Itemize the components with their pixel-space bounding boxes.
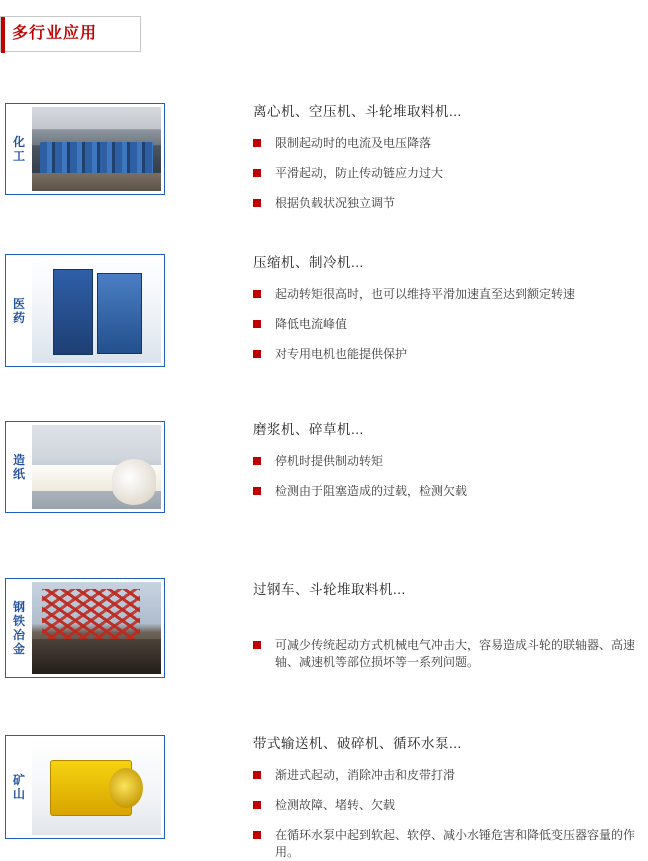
section-content-2 bbox=[253, 421, 643, 500]
square-bullet-icon bbox=[253, 487, 261, 495]
list-item bbox=[253, 165, 643, 182]
industry-thumb-1 bbox=[5, 254, 165, 367]
list-item bbox=[253, 453, 643, 470]
square-bullet-icon bbox=[253, 801, 261, 809]
section-content-4 bbox=[253, 735, 643, 861]
list-item bbox=[253, 767, 643, 784]
section-bullets bbox=[253, 453, 643, 500]
list-item bbox=[253, 827, 643, 861]
square-bullet-icon bbox=[253, 641, 261, 649]
industry-label-char: 医 bbox=[12, 296, 25, 311]
section-bullets bbox=[253, 286, 643, 363]
industry-label-2 bbox=[6, 422, 32, 512]
list-item bbox=[253, 637, 643, 671]
list-item-text: 检测故障、堵转、欠载 bbox=[275, 798, 396, 812]
header-accent-bar bbox=[1, 17, 5, 53]
industry-label-char: 造 bbox=[12, 453, 25, 467]
list-item-text: 检测由于阻塞造成的过载，检测欠载 bbox=[275, 484, 468, 498]
industry-label-3 bbox=[6, 579, 32, 677]
industry-thumb-2 bbox=[5, 421, 165, 513]
section-bullets bbox=[253, 767, 643, 861]
square-bullet-icon bbox=[253, 290, 261, 298]
industry-label-char: 钢 bbox=[12, 600, 25, 614]
list-item bbox=[253, 483, 643, 500]
industry-label-char: 纸 bbox=[12, 467, 25, 481]
screw-compressor-photo bbox=[32, 258, 161, 363]
section-title: 压缩机、制冷机... bbox=[253, 255, 364, 270]
industry-label-char: 山 bbox=[12, 787, 25, 801]
industry-label-char: 化 bbox=[12, 135, 25, 149]
industry-label-1 bbox=[6, 255, 32, 366]
section-content-0 bbox=[253, 103, 643, 212]
industry-label-0 bbox=[6, 104, 32, 194]
page-header bbox=[0, 16, 648, 56]
industry-label-char: 矿 bbox=[12, 773, 25, 787]
jaw-crusher-photo bbox=[32, 739, 161, 835]
list-item bbox=[253, 195, 643, 212]
list-item-text: 起动转矩很高时，也可以维持平滑加速直至达到额定转速 bbox=[275, 287, 576, 301]
section-title: 过钢车、斗轮堆取料机... bbox=[253, 582, 406, 597]
section-content-3 bbox=[253, 578, 643, 671]
paper-mill-photo bbox=[32, 425, 161, 509]
industry-thumb-0 bbox=[5, 103, 165, 195]
section-title: 离心机、空压机、斗轮堆取料机... bbox=[253, 104, 462, 119]
list-item-text: 在循环水泵中起到软起、软停、减小水锤危害和降低变压器容量的作用。 bbox=[275, 828, 636, 859]
page-title: 多行业应用 bbox=[12, 25, 98, 42]
square-bullet-icon bbox=[253, 350, 261, 358]
industry-label-char: 冶 bbox=[12, 628, 25, 642]
list-item-text: 停机时提供制动转矩 bbox=[275, 454, 384, 468]
square-bullet-icon bbox=[253, 139, 261, 147]
list-item bbox=[253, 286, 643, 303]
list-item bbox=[253, 316, 643, 333]
square-bullet-icon bbox=[253, 457, 261, 465]
section-content-1 bbox=[253, 254, 643, 363]
square-bullet-icon bbox=[253, 771, 261, 779]
list-item bbox=[253, 346, 643, 363]
industry-label-char: 工 bbox=[12, 149, 25, 163]
industry-label-char: 铁 bbox=[12, 614, 25, 628]
square-bullet-icon bbox=[253, 831, 261, 839]
section-title: 磨浆机、碎草机... bbox=[253, 422, 364, 437]
section-bullets bbox=[253, 135, 643, 212]
chemical-plant-photo bbox=[32, 107, 161, 191]
industry-label-char: 金 bbox=[12, 642, 25, 656]
list-item-text: 限制起动时的电流及电压降落 bbox=[275, 136, 432, 150]
list-item-text: 渐进式起动，消除冲击和皮带打滑 bbox=[275, 768, 456, 782]
list-item-text: 平滑起动，防止传动链应力过大 bbox=[275, 166, 444, 180]
list-item-text: 降低电流峰值 bbox=[275, 317, 348, 331]
square-bullet-icon bbox=[253, 199, 261, 207]
list-item-text: 根据负载状况独立调节 bbox=[275, 196, 396, 210]
industry-thumb-3 bbox=[5, 578, 165, 678]
list-item bbox=[253, 797, 643, 814]
industry-label-char: 药 bbox=[12, 310, 25, 325]
square-bullet-icon bbox=[253, 320, 261, 328]
section-title: 带式输送机、破碎机、循环水泵... bbox=[253, 736, 462, 751]
steel-plant-crane-photo bbox=[32, 582, 161, 674]
industry-label-4 bbox=[6, 736, 32, 838]
list-item-text: 可减少传统起动方式机械电气冲击大，容易造成斗轮的联轴器、高速轴、减速机等部位损坏等一系列问题。 bbox=[275, 638, 636, 669]
square-bullet-icon bbox=[253, 169, 261, 177]
list-item-text: 对专用电机也能提供保护 bbox=[275, 347, 408, 361]
section-bullets bbox=[253, 637, 643, 671]
list-item bbox=[253, 135, 643, 152]
industry-thumb-4 bbox=[5, 735, 165, 839]
